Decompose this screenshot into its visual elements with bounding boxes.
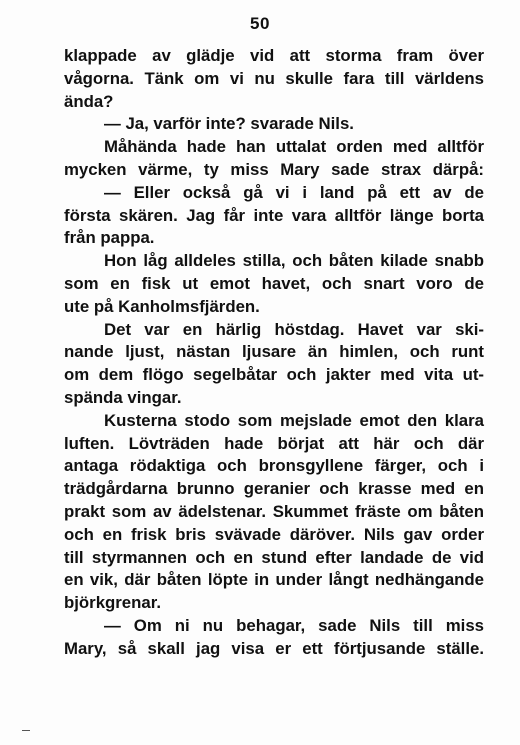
text-line: Det var en härlig höstdag. Havet var ski- [104, 319, 484, 339]
body-text [64, 45, 484, 661]
text-line: Måhända hade han uttalat orden med alltför [104, 137, 484, 157]
text-line: och en frisk bris svävade däröver. Nils gav order [64, 524, 484, 544]
text-line: Hon låg alldeles stilla, och båten kilade snabb [104, 251, 484, 271]
text-line: trädgårdarna brunno geranier och krasse med en [64, 479, 484, 499]
text-line: luften. Lövträden hade börjat att här och där [64, 433, 484, 453]
text-line: första skären. Jag får inte vara alltför länge borta [64, 205, 484, 225]
text-line: till styrmannen och en stund efter landade de vid [64, 547, 484, 567]
text-line: från pappa. [64, 228, 155, 248]
text-line: som en fisk ut emot havet, och snart voro de [64, 273, 484, 293]
text-line: Mary, så skall jag visa er ett förtjusande ställe. [64, 638, 484, 658]
text-line: björkgrenar. [64, 593, 161, 613]
text-line: om dem flögo segelbåtar och jakter med vita ut- [64, 365, 484, 385]
text-line: klappade av glädje vid att storma fram över [64, 46, 484, 65]
text-line: nande ljust, nästan ljusare än himlen, och runt [64, 342, 484, 362]
text-line: vågorna. Tänk om vi nu skulle fara till världens [64, 68, 484, 88]
text-line: en vik, där båten löpte in under långt nedhängande [64, 570, 484, 590]
text-line: spända vingar. [64, 387, 182, 407]
text-line: — Om ni nu behagar, sade Nils till miss [104, 615, 484, 635]
text-line: Kusterna stodo som mejslade emot den klara [104, 410, 484, 430]
text-line: mycken värme, ty miss Mary sade strax därpå: [64, 159, 484, 179]
page-number: 50 [250, 14, 270, 33]
text-line: ute på Kanholmsfjärden. [64, 296, 260, 316]
text-line: — Eller också gå vi i land på ett av de [104, 182, 484, 202]
text-line: — Ja, varför inte? svarade Nils. [104, 114, 354, 134]
text-line: ända? [64, 91, 114, 111]
text-line: antaga rödaktiga och bronsgyllene färger, och i [64, 456, 484, 476]
text-line: prakt som av ädelstenar. Skummet fräste om båten [64, 501, 484, 521]
margin-mark [22, 730, 30, 731]
